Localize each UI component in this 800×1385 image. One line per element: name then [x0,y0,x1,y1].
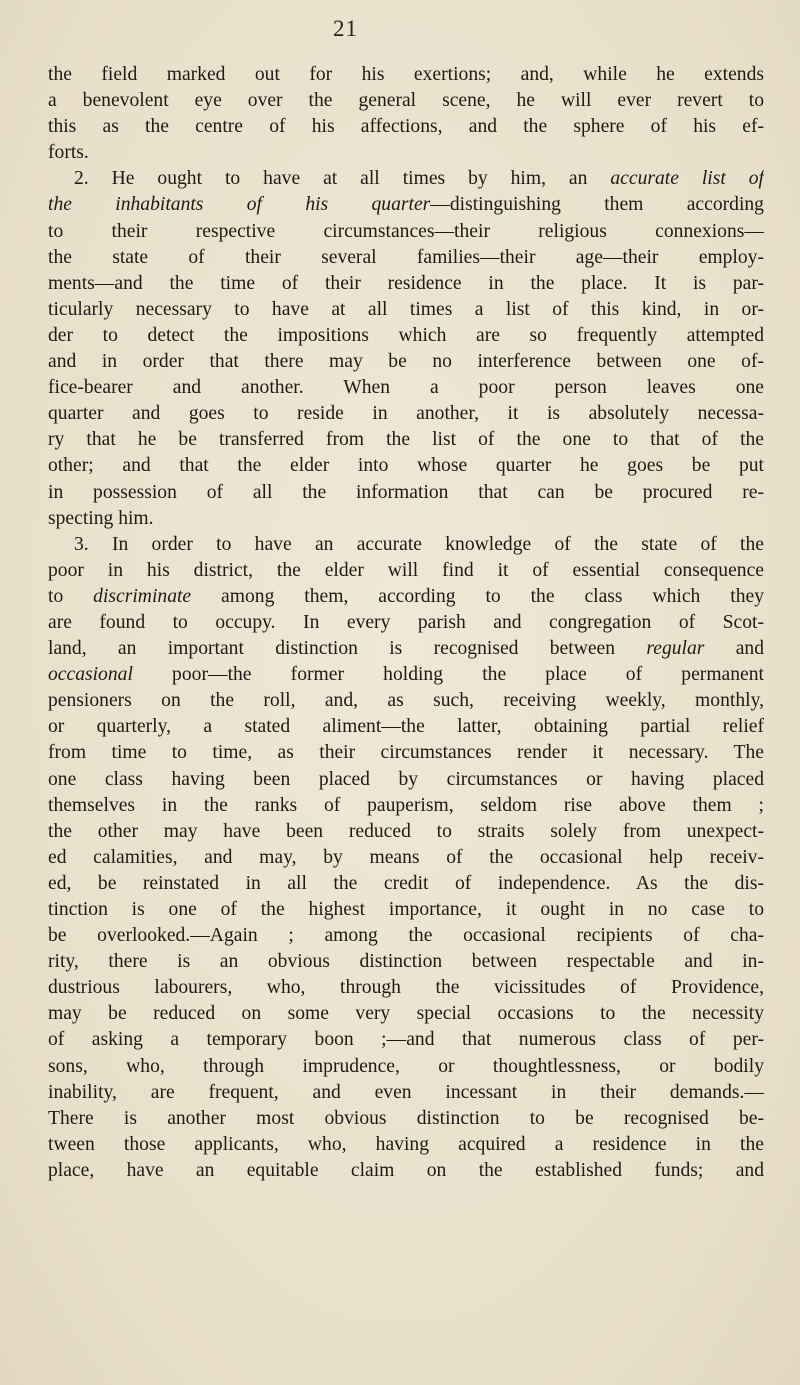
text-segment: dustrious labourers, who, through the vicissitudes of Providence, [48,977,764,999]
text-segment: from time to time, as their circumstances render it necessary. The [48,742,764,764]
text-line [48,1132,764,1158]
text-line [48,297,764,323]
text-line [48,793,764,819]
text-line [48,323,764,349]
text-segment: place, have an equitable claim on the established funds; and [48,1159,764,1181]
text-line [48,88,764,114]
text-line [48,1054,764,1080]
text-segment: tinction is one of the highest importance, it ought in no case to [48,899,764,920]
text-segment: to their respective circumstances—their religious connexions— [48,220,764,242]
text-segment: the other may have been reduced to straits solely from unexpect- [48,820,764,842]
text-line [48,427,764,453]
text-line [48,245,764,271]
text-line [48,819,764,845]
text-line [48,349,764,375]
text-segment: the state of their several families—their age—their employ- [48,246,764,268]
text-segment: and [704,638,764,660]
text-segment: ed, be reinstated in all the credit of independence. As the dis- [48,872,764,894]
text-line [48,1001,764,1027]
text-segment: are found to occupy. In every parish and congregation of Scot- [48,611,764,633]
text-segment: ticularly necessary to have at all times a list of this kind, in or- [48,298,764,320]
text-segment: forts. [48,142,89,164]
text-segment: poor—the former holding the place of permanent [132,664,764,686]
text-line [48,453,764,479]
text-line [48,62,764,88]
text-line [48,767,764,793]
text-line [48,375,764,401]
italic-text: accurate list of [610,168,764,190]
text-line [48,584,764,610]
text-line [48,506,764,532]
text-line [48,114,764,140]
text-segment: or quarterly, a stated aliment—the latter, obtaining partial relief [48,716,764,738]
text-segment: and in order that there may be no interference between one of- [48,351,764,373]
text-line [48,714,764,740]
text-segment: a benevolent eye over the general scene, he will ever revert to [48,90,764,112]
text-line [48,923,764,949]
text-segment: ed calamities, and may, by means of the occasional help receiv- [48,846,764,868]
text-segment: rity, there is an obvious distinction between respectable and in- [48,951,764,973]
text-line [48,1027,764,1053]
text-line [48,1080,764,1106]
text-line [48,192,764,218]
text-line [48,219,764,245]
text-line [48,871,764,897]
text-segment: the field marked out for his exertions; and, while he extends [48,64,764,85]
text-line [48,845,764,871]
text-segment: in possession of all the information that can be procured re- [48,481,764,503]
text-segment: der to detect the impositions which are so frequently attempted [48,324,764,346]
text-segment: other; and that the elder into whose quarter he goes be put [48,455,764,477]
text-line [48,480,764,506]
text-segment: specting him. [48,507,154,529]
text-line [48,897,764,923]
text-line [48,271,764,297]
italic-text: discriminate [93,585,192,607]
text-line [48,532,764,558]
text-segment: inability, are frequent, and even incessant in their demands.— [48,1081,764,1103]
text-line [48,636,764,662]
page-number: 21 [333,16,358,41]
text-segment: sons, who, through imprudence, or thoughtlessness, or bodily [48,1055,764,1077]
text-segment: ments—and the time of their residence in the place. It is par- [48,272,764,294]
italic-text: regular [646,638,705,660]
text-segment: quarter and goes to reside in another, it is absolutely necessa- [48,403,764,425]
text-line [48,140,764,166]
italic-text: occasional [48,664,133,686]
text-segment: 3. In order to have an accurate knowledge of the state of the [74,533,764,555]
text-segment: tween those applicants, who, having acquired a residence in the [48,1133,764,1155]
text-line [48,610,764,636]
text-segment: ry that he be transferred from the list of the one to that of the [48,429,764,451]
text-line [48,401,764,427]
text-segment: of asking a temporary boon ;—and that numerous class of per- [48,1029,764,1051]
text-segment: pensioners on the roll, and, as such, receiving weekly, monthly, [48,690,764,712]
text-line [48,949,764,975]
text-segment: among them, according to the class which they [191,585,764,607]
text-line [48,688,764,714]
italic-text: the inhabitants of his quarter [48,194,431,216]
text-line [48,166,764,192]
text-segment: poor in his district, the elder will find it of essential consequence [48,559,764,581]
text-segment: be overlooked.—Again ; among the occasional recipients of cha- [48,925,764,947]
text-line [48,558,764,584]
text-segment: may be reduced on some very special occasions to the necessity [48,1003,764,1025]
text-segment: 2. He ought to have at all times by him, an [74,168,611,190]
text-line [48,740,764,766]
text-line [48,975,764,1001]
text-segment: land, an important distinction is recognised between [48,638,647,660]
text-segment: There is another most obvious distinction to be recognised be- [48,1107,764,1129]
text-line [48,1106,764,1132]
text-segment: —distinguishing them according [430,194,764,216]
body-text [48,62,764,1184]
text-segment: to [48,585,94,607]
text-segment: themselves in the ranks of pauperism, seldom rise above them ; [48,794,764,816]
text-segment: one class having been placed by circumstances or having placed [48,768,764,790]
text-segment: this as the centre of his affections, and the sphere of his ef- [48,116,764,138]
text-line [48,662,764,688]
text-segment: fice-bearer and another. When a poor person leaves one [48,377,764,399]
text-line [48,1158,764,1184]
